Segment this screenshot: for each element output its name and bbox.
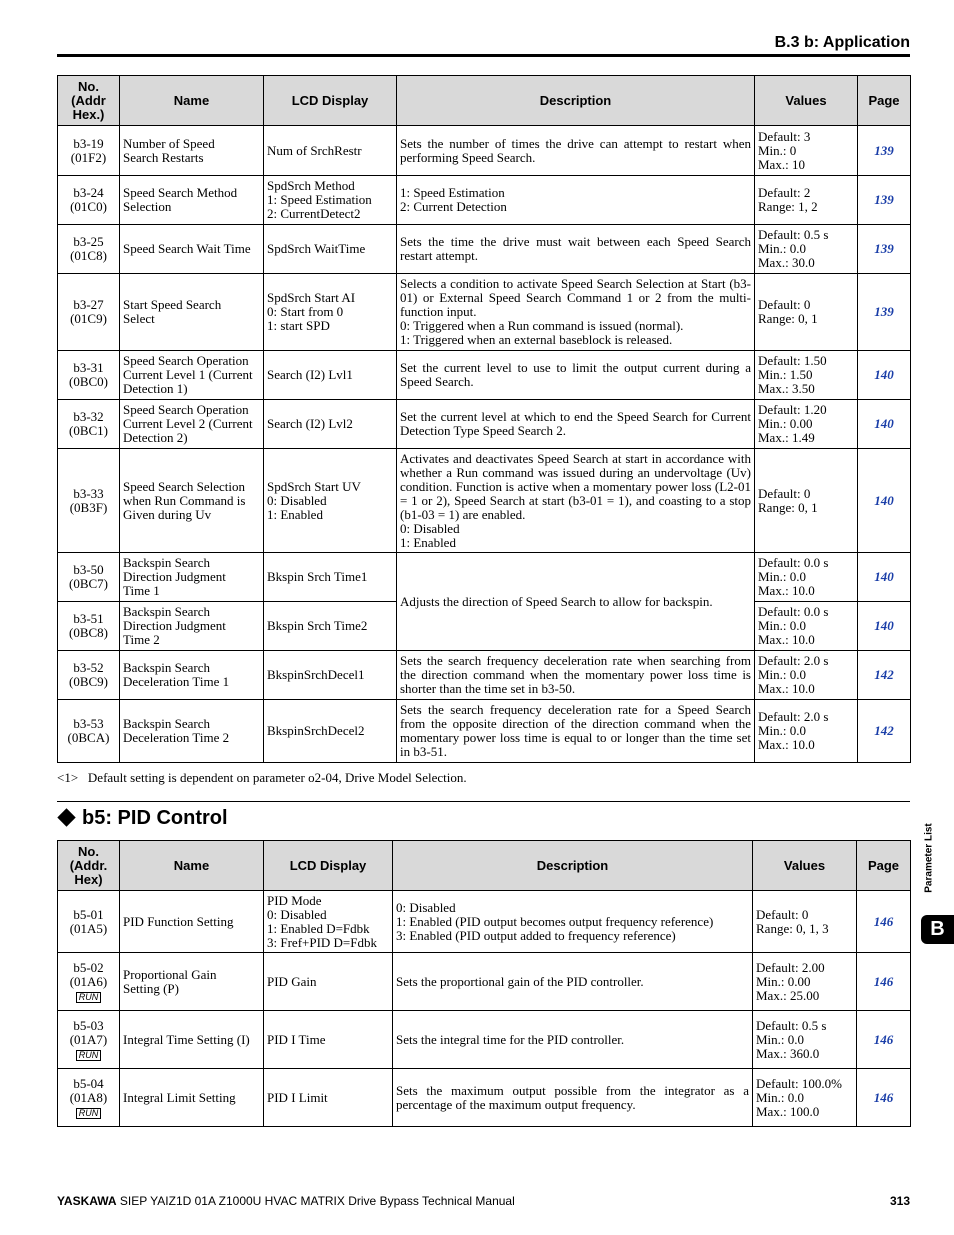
page-link[interactable]: 140 (858, 400, 911, 449)
param-values: Default: 0.5 s Min.: 0.0 Max.: 30.0 (755, 225, 858, 274)
table-row (58, 449, 911, 553)
table-row (58, 700, 911, 763)
param-values: Default: 3 Min.: 0 Max.: 10 (755, 126, 858, 176)
header-rule (57, 54, 910, 57)
column-header: Description (397, 76, 755, 126)
param-name: Speed Search Selection when Run Command is Given during Uv (120, 449, 264, 553)
param-description: Sets the number of times the drive can attempt to restart when performing Speed Search. (397, 126, 755, 176)
footer-title: SIEP YAIZ1D 01A Z1000U HVAC MATRIX Drive Bypass Technical Manual (119, 1194, 515, 1208)
table-row (58, 126, 911, 176)
column-header: Values (755, 76, 858, 126)
section-title-text: b5: PID Control (82, 807, 228, 829)
param-description: 0: Disabled 1: Enabled (PID output becomes output frequency reference) 3: Enabled (PID output added to frequency reference) (393, 891, 753, 953)
param-number (58, 953, 120, 1011)
page-link[interactable]: 146 (857, 1069, 911, 1127)
table-row (58, 400, 911, 449)
param-number: b3-33 (0B3F) (58, 449, 120, 553)
param-values: Default: 1.50 Min.: 1.50 Max.: 3.50 (755, 351, 858, 400)
page-link[interactable]: 142 (858, 651, 911, 700)
lcd-display: PID Gain (264, 953, 393, 1011)
param-number: b3-53 (0BCA) (58, 700, 120, 763)
param-description: 1: Speed Estimation 2: Current Detection (397, 176, 755, 225)
param-description: Sets the search frequency deceleration rate when searching from the direction command when the momentary power loss time is shorter than the time set in b3-50. (397, 651, 755, 700)
section-title (57, 806, 228, 830)
page-link[interactable]: 140 (858, 602, 911, 651)
param-name: Speed Search Operation Current Level 1 (Current Detection 1) (120, 351, 264, 400)
param-values: Default: 2.00 Min.: 0.00 Max.: 25.00 (753, 953, 857, 1011)
side-label (922, 818, 936, 898)
param-description: Sets the time the drive must wait between each Speed Search restart attempt. (397, 225, 755, 274)
param-description: Adjusts the direction of Speed Search to allow for backspin. (397, 553, 755, 651)
table-row (58, 651, 911, 700)
lcd-display: SpdSrch WaitTime (264, 225, 397, 274)
param-description: Sets the proportional gain of the PID controller. (393, 953, 753, 1011)
param-number: b3-52 (0BC9) (58, 651, 120, 700)
page-link[interactable]: 146 (857, 953, 911, 1011)
param-description: Sets the search frequency deceleration rate for a Speed Search from the opposite direction of the direction command when the momentary power loss time is equal to or longer than the time set in b3-51. (397, 700, 755, 763)
param-number-text: b5-03 (01A7) (69, 1017, 108, 1047)
param-number (58, 1011, 120, 1069)
param-number-text: b5-01 (01A5) (69, 906, 108, 936)
param-number: b3-31 (0BC0) (58, 351, 120, 400)
run-badge: RUN (76, 992, 102, 1003)
page-number: 313 (889, 1194, 910, 1208)
table-row (58, 1069, 911, 1127)
parameter-table-b3 (57, 75, 911, 763)
lcd-display: SpdSrch Start UV 0: Disabled 1: Enabled (264, 449, 397, 553)
column-header: No. (Addr. Hex) (58, 841, 120, 891)
param-values: Default: 2.0 s Min.: 0.0 Max.: 10.0 (755, 651, 858, 700)
table-row (58, 274, 911, 351)
footer-brand: YASKAWA (57, 1194, 117, 1208)
column-header: Name (120, 76, 264, 126)
param-number: b3-51 (0BC8) (58, 602, 120, 651)
param-number-text: b5-02 (01A6) (69, 959, 108, 989)
param-name: Start Speed Search Select (120, 274, 264, 351)
section-header: B.3 b: Application (774, 34, 910, 51)
param-number: b3-25 (01C8) (58, 225, 120, 274)
param-description: Activates and deactivates Speed Search at start in accordance with whether a Run command was issued during an undervoltage (Uv) condition. Function is active when a momentary power loss (L2-01 = 1 or 2), Speed Search at start (b3-01 = 1), and coasting to a stop (b1-03 = 1) are enabled. 0: Disabled 1: Enabled (397, 449, 755, 553)
run-badge: RUN (76, 1108, 102, 1119)
param-description: Selects a condition to activate Speed Search Selection at Start (b3-01) or External Speed Search Command 1 or 2 from the multi-function input. 0: Triggered when a Run command is issued (normal). 1: Triggered when an external baseblock is released. (397, 274, 755, 351)
column-header: Values (753, 841, 857, 891)
page-link[interactable]: 140 (858, 449, 911, 553)
column-header: LCD Display (264, 76, 397, 126)
lcd-display: BkspinSrchDecel1 (264, 651, 397, 700)
column-header: Description (393, 841, 753, 891)
footnote: <1> Default setting is dependent on parameter o2-04, Drive Model Selection. (57, 770, 467, 785)
param-number: b3-32 (0BC1) (58, 400, 120, 449)
param-description: Set the current level at which to end the Speed Search for Current Detection Type Speed Search 2. (397, 400, 755, 449)
lcd-display: SpdSrch Start AI 0: Start from 0 1: start SPD (264, 274, 397, 351)
param-number: b3-19 (01F2) (58, 126, 120, 176)
param-name: Backspin Search Direction Judgment Time 2 (120, 602, 264, 651)
lcd-display: Bkspin Srch Time2 (264, 602, 397, 651)
param-name: Proportional Gain Setting (P) (120, 953, 264, 1011)
page-link[interactable]: 140 (858, 351, 911, 400)
side-label-text: Parameter List (923, 823, 935, 893)
param-values: Default: 0 Range: 0, 1 (755, 274, 858, 351)
page-link[interactable]: 142 (858, 700, 911, 763)
table-row (58, 176, 911, 225)
column-header: LCD Display (264, 841, 393, 891)
param-values: Default: 2.0 s Min.: 0.0 Max.: 10.0 (755, 700, 858, 763)
lcd-display: Num of SrchRestr (264, 126, 397, 176)
param-values: Default: 0 Range: 0, 1 (755, 449, 858, 553)
diamond-bullet-icon (57, 809, 75, 827)
lcd-display: SpdSrch Method 1: Speed Estimation 2: CurrentDetect2 (264, 176, 397, 225)
param-number (58, 1069, 120, 1127)
table-row (58, 225, 911, 274)
table-row (58, 953, 911, 1011)
page-footer (57, 1194, 910, 1208)
param-number-text: b5-04 (01A8) (69, 1075, 108, 1105)
table-row (58, 351, 911, 400)
param-description: Set the current level to use to limit the output current during a Speed Search. (397, 351, 755, 400)
column-header: Page (858, 76, 911, 126)
page-link[interactable]: 139 (858, 176, 911, 225)
parameter-table-b5 (57, 840, 911, 1127)
param-values: Default: 0.5 s Min.: 0.0 Max.: 360.0 (753, 1011, 857, 1069)
param-name: Integral Time Setting (I) (120, 1011, 264, 1069)
param-number: b3-24 (01C0) (58, 176, 120, 225)
run-badge: RUN (76, 1050, 102, 1061)
param-number (58, 891, 120, 953)
page-link[interactable]: 139 (858, 274, 911, 351)
param-number: b3-27 (01C9) (58, 274, 120, 351)
lcd-display: PID I Limit (264, 1069, 393, 1127)
lcd-display: PID Mode 0: Disabled 1: Enabled D=Fdbk 3: Fref+PID D=Fdbk (264, 891, 393, 953)
table-row (58, 1011, 911, 1069)
param-name: PID Function Setting (120, 891, 264, 953)
param-name: Backspin Search Deceleration Time 1 (120, 651, 264, 700)
param-name: Backspin Search Deceleration Time 2 (120, 700, 264, 763)
page-link[interactable]: 146 (857, 891, 911, 953)
param-name: Speed Search Method Selection (120, 176, 264, 225)
column-header: Name (120, 841, 264, 891)
param-number: b3-50 (0BC7) (58, 553, 120, 602)
lcd-display: Search (I2) Lvl1 (264, 351, 397, 400)
column-header: No. (Addr Hex.) (58, 76, 120, 126)
lcd-display: PID I Time (264, 1011, 393, 1069)
page-link[interactable]: 139 (858, 126, 911, 176)
lcd-display: BkspinSrchDecel2 (264, 700, 397, 763)
param-values: Default: 1.20 Min.: 0.00 Max.: 1.49 (755, 400, 858, 449)
page-link[interactable]: 139 (858, 225, 911, 274)
page-link[interactable]: 140 (858, 553, 911, 602)
param-values: Default: 2 Range: 1, 2 (755, 176, 858, 225)
param-name: Backspin Search Direction Judgment Time 1 (120, 553, 264, 602)
table-row (58, 553, 911, 602)
chapter-tab[interactable]: B (921, 915, 954, 944)
table-row (58, 891, 911, 953)
lcd-display: Search (I2) Lvl2 (264, 400, 397, 449)
section-rule (57, 801, 910, 802)
lcd-display: Bkspin Srch Time1 (264, 553, 397, 602)
param-name: Integral Limit Setting (120, 1069, 264, 1127)
param-description: Sets the maximum output possible from the integrator as a percentage of the maximum output frequency. (393, 1069, 753, 1127)
param-name: Speed Search Wait Time (120, 225, 264, 274)
param-name: Number of Speed Search Restarts (120, 126, 264, 176)
page-link[interactable]: 146 (857, 1011, 911, 1069)
param-values: Default: 0.0 s Min.: 0.0 Max.: 10.0 (755, 553, 858, 602)
param-description: Sets the integral time for the PID controller. (393, 1011, 753, 1069)
param-values: Default: 0.0 s Min.: 0.0 Max.: 10.0 (755, 602, 858, 651)
param-name: Speed Search Operation Current Level 2 (Current Detection 2) (120, 400, 264, 449)
param-values: Default: 0 Range: 0, 1, 3 (753, 891, 857, 953)
column-header: Page (857, 841, 911, 891)
param-values: Default: 100.0% Min.: 0.0 Max.: 100.0 (753, 1069, 857, 1127)
